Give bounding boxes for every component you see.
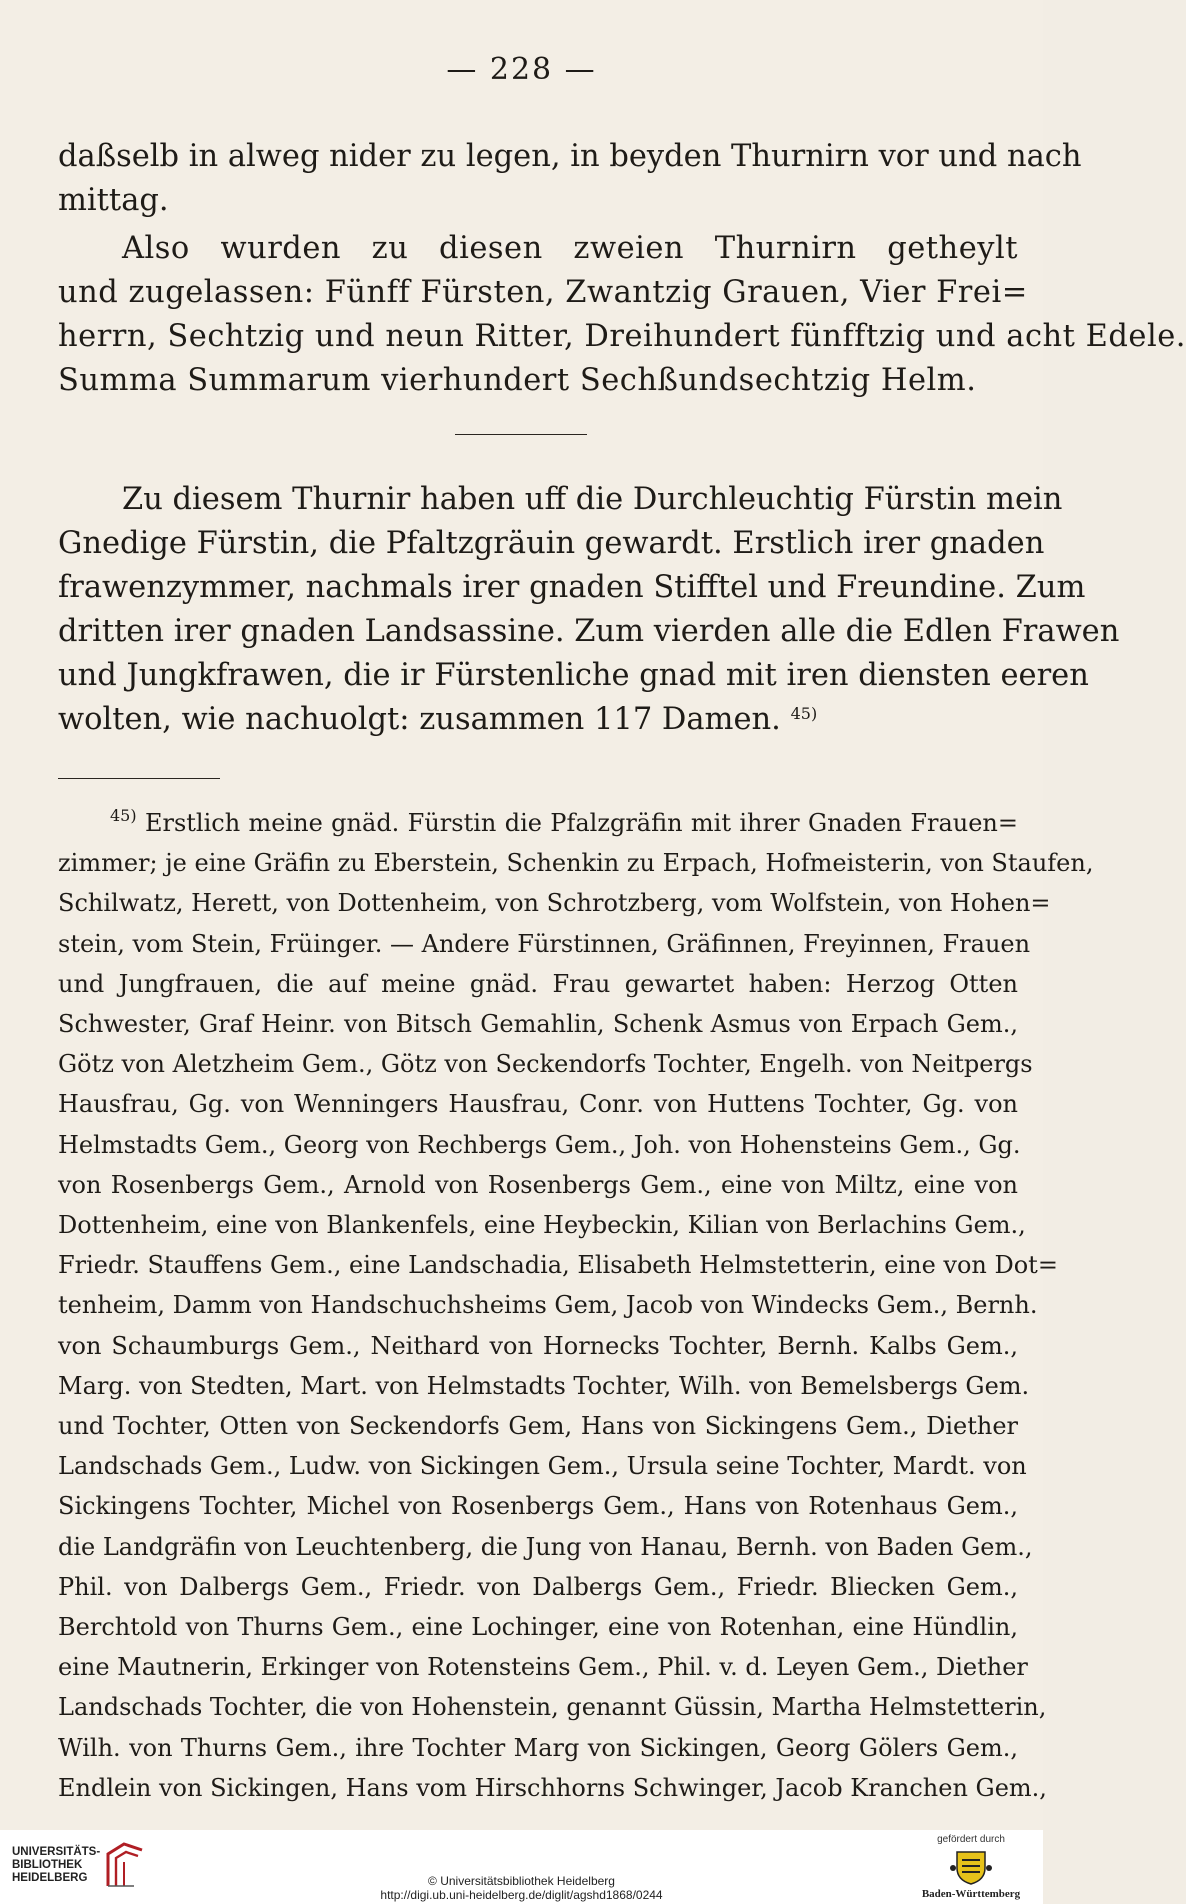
footnote-line: Wilh. von Thurns Gem., ihre Tochter Marg von Sickingen, Georg Gölers Gem., [58, 1733, 1018, 1762]
text-line: und zugelassen: Fünff Fürsten, Zwantzig Grauen, Vier Frei= [58, 275, 1028, 310]
footnote-line: stein, vom Stein, Früinger. — Andere Fürstinnen, Gräfinnen, Freyinnen, Frauen [58, 929, 1031, 958]
footnote-line: von Rosenbergs Gem., Arnold von Rosenbergs Gem., eine von Miltz, eine von [58, 1170, 1018, 1199]
text-line-content: wolten, wie nachuolgt: zusammen 117 Damen. [58, 702, 781, 737]
footer-bar [0, 1830, 1043, 1904]
footnote-line: Landschads Gem., Ludw. von Sickingen Gem., Ursula seine Tochter, Mardt. von [58, 1452, 1027, 1481]
paragraph-1 [58, 135, 1082, 223]
footnote-line: Schwester, Graf Heinr. von Bitsch Gemahlin, Schenk Asmus von Erpach Gem., [58, 1010, 1018, 1039]
footnote-line: Endlein von Sickingen, Hans vom Hirschhorns Schwinger, Jacob Kranchen Gem., [58, 1773, 1047, 1802]
text-line: dritten irer gnaden Landsassine. Zum vierden alle die Edlen Frawen [58, 614, 1120, 649]
sponsor-block [911, 1834, 1031, 1900]
footnote-line: Hausfrau, Gg. von Wenningers Hausfrau, Conr. von Huttens Tochter, Gg. von [58, 1090, 1018, 1119]
footnote-line [58, 803, 1018, 843]
source-url-link[interactable]: http://digi.ub.uni-heidelberg.de/diglit/agshd1868/0244 [380, 1888, 663, 1902]
copyright-block [0, 1874, 1043, 1902]
footnote-divider [58, 778, 220, 779]
university-line-2: BIBLIOTHEK [12, 1859, 83, 1871]
text-line [58, 698, 1018, 742]
text-line: Zu diesem Thurnir haben uff die Durchleuchtig Fürstin mein [122, 482, 1063, 517]
text-line: frawenzymmer, nachmals irer gnaden Stifftel und Freundine. Zum [58, 570, 1086, 605]
footnote-line: Helmstadts Gem., Georg von Rechbergs Gem., Joh. von Hohensteins Gem., Gg. [58, 1130, 1021, 1159]
text-line: herrn, Sechtzig und neun Ritter, Dreihundert fünfftzig und acht Edele. [58, 319, 1186, 354]
text-line: Also wurden zu diesen zweien Thurnirn getheylt [122, 231, 1018, 266]
footnote-line: von Schaumburgs Gem., Neithard von Hornecks Tochter, Bernh. Kalbs Gem., [58, 1331, 1018, 1360]
footnote-line: die Landgräfin von Leuchtenberg, die Jung von Hanau, Bernh. von Baden Gem., [58, 1532, 1033, 1561]
footnote [58, 803, 1094, 1808]
footnote-line-content: Erstlich meine gnäd. Fürstin die Pfalzgräfin mit ihrer Gnaden Frauen= [144, 809, 1018, 837]
footnote-line: Phil. von Dalbergs Gem., Friedr. von Dalbergs Gem., Friedr. Bliecken Gem., [58, 1572, 1018, 1601]
copyright-text: © Universitätsbibliothek Heidelberg [428, 1874, 615, 1888]
footnote-line: und Jungfrauen, die auf meine gnäd. Frau gewartet haben: Herzog Otten [58, 969, 1018, 998]
footnote-line: Schilwatz, Herett, von Dottenheim, von Schrotzberg, vom Wolfstein, von Hohen= [58, 889, 1051, 918]
footnote-reference: 45) [790, 704, 818, 723]
sponsor-label: gefördert durch [937, 1834, 1005, 1845]
footnote-line: und Tochter, Otten von Seckendorfs Gem, Hans von Sickingens Gem., Diether [58, 1412, 1018, 1441]
sponsor-name: Baden-Württemberg [921, 1888, 1021, 1900]
paragraph-2 [58, 227, 1186, 403]
paragraph-3 [58, 478, 1120, 742]
university-line-3: HEIDELBERG [12, 1872, 88, 1884]
footnote-line: zimmer; je eine Gräfin zu Eberstein, Schenkin zu Erpach, Hofmeisterin, von Staufen, [58, 849, 1094, 878]
footnote-line: Friedr. Stauffens Gem., eine Landschadia, Elisabeth Helmstetterin, eine von Dot= [58, 1251, 1058, 1280]
footnote-line: Sickingens Tochter, Michel von Rosenbergs Gem., Hans von Rotenhaus Gem., [58, 1492, 1018, 1521]
footnote-line: eine Mautnerin, Erkinger von Rotensteins Gem., Phil. v. d. Leyen Gem., Diether [58, 1653, 1028, 1682]
footnote-line: Berchtold von Thurns Gem., eine Lochinger, eine von Rotenhan, eine Hündlin, [58, 1613, 1018, 1642]
page-number: — 228 — [446, 52, 597, 87]
footnote-line: Landschads Tochter, die von Hohenstein, genannt Güssin, Martha Helmstetterin, [58, 1693, 1047, 1722]
footnote-line: Dottenheim, eine von Blankenfels, eine Heybeckin, Kilian von Berlachins Gem., [58, 1211, 1026, 1240]
coat-of-arms-icon [949, 1848, 993, 1886]
footnote-line: tenheim, Damm von Handschuchsheims Gem, Jacob von Windecks Gem., Bernh. [58, 1291, 1038, 1320]
text-line: Summa Summarum vierhundert Sechßundsechtzig Helm. [58, 363, 977, 398]
footnote-line: Götz von Aletzheim Gem., Götz von Seckendorfs Tochter, Engelh. von Neitpergs [58, 1050, 1033, 1079]
text-line: daßselb in alweg nider zu legen, in beyden Thurnirn vor und nach [58, 139, 1082, 174]
university-line-1: UNIVERSITÄTS- [12, 1846, 101, 1858]
text-line: mittag. [58, 183, 169, 218]
section-divider [455, 434, 587, 435]
text-line: und Jungkfrawen, die ir Fürstenliche gnad mit iren diensten eeren [58, 658, 1089, 693]
footnote-mark: 45) [110, 806, 137, 825]
text-line: Gnedige Fürstin, die Pfaltzgräuin gewardt. Erstlich irer gnaden [58, 526, 1045, 561]
footnote-line: Marg. von Stedten, Mart. von Helmstadts Tochter, Wilh. von Bemelsbergs Gem. [58, 1371, 1030, 1400]
